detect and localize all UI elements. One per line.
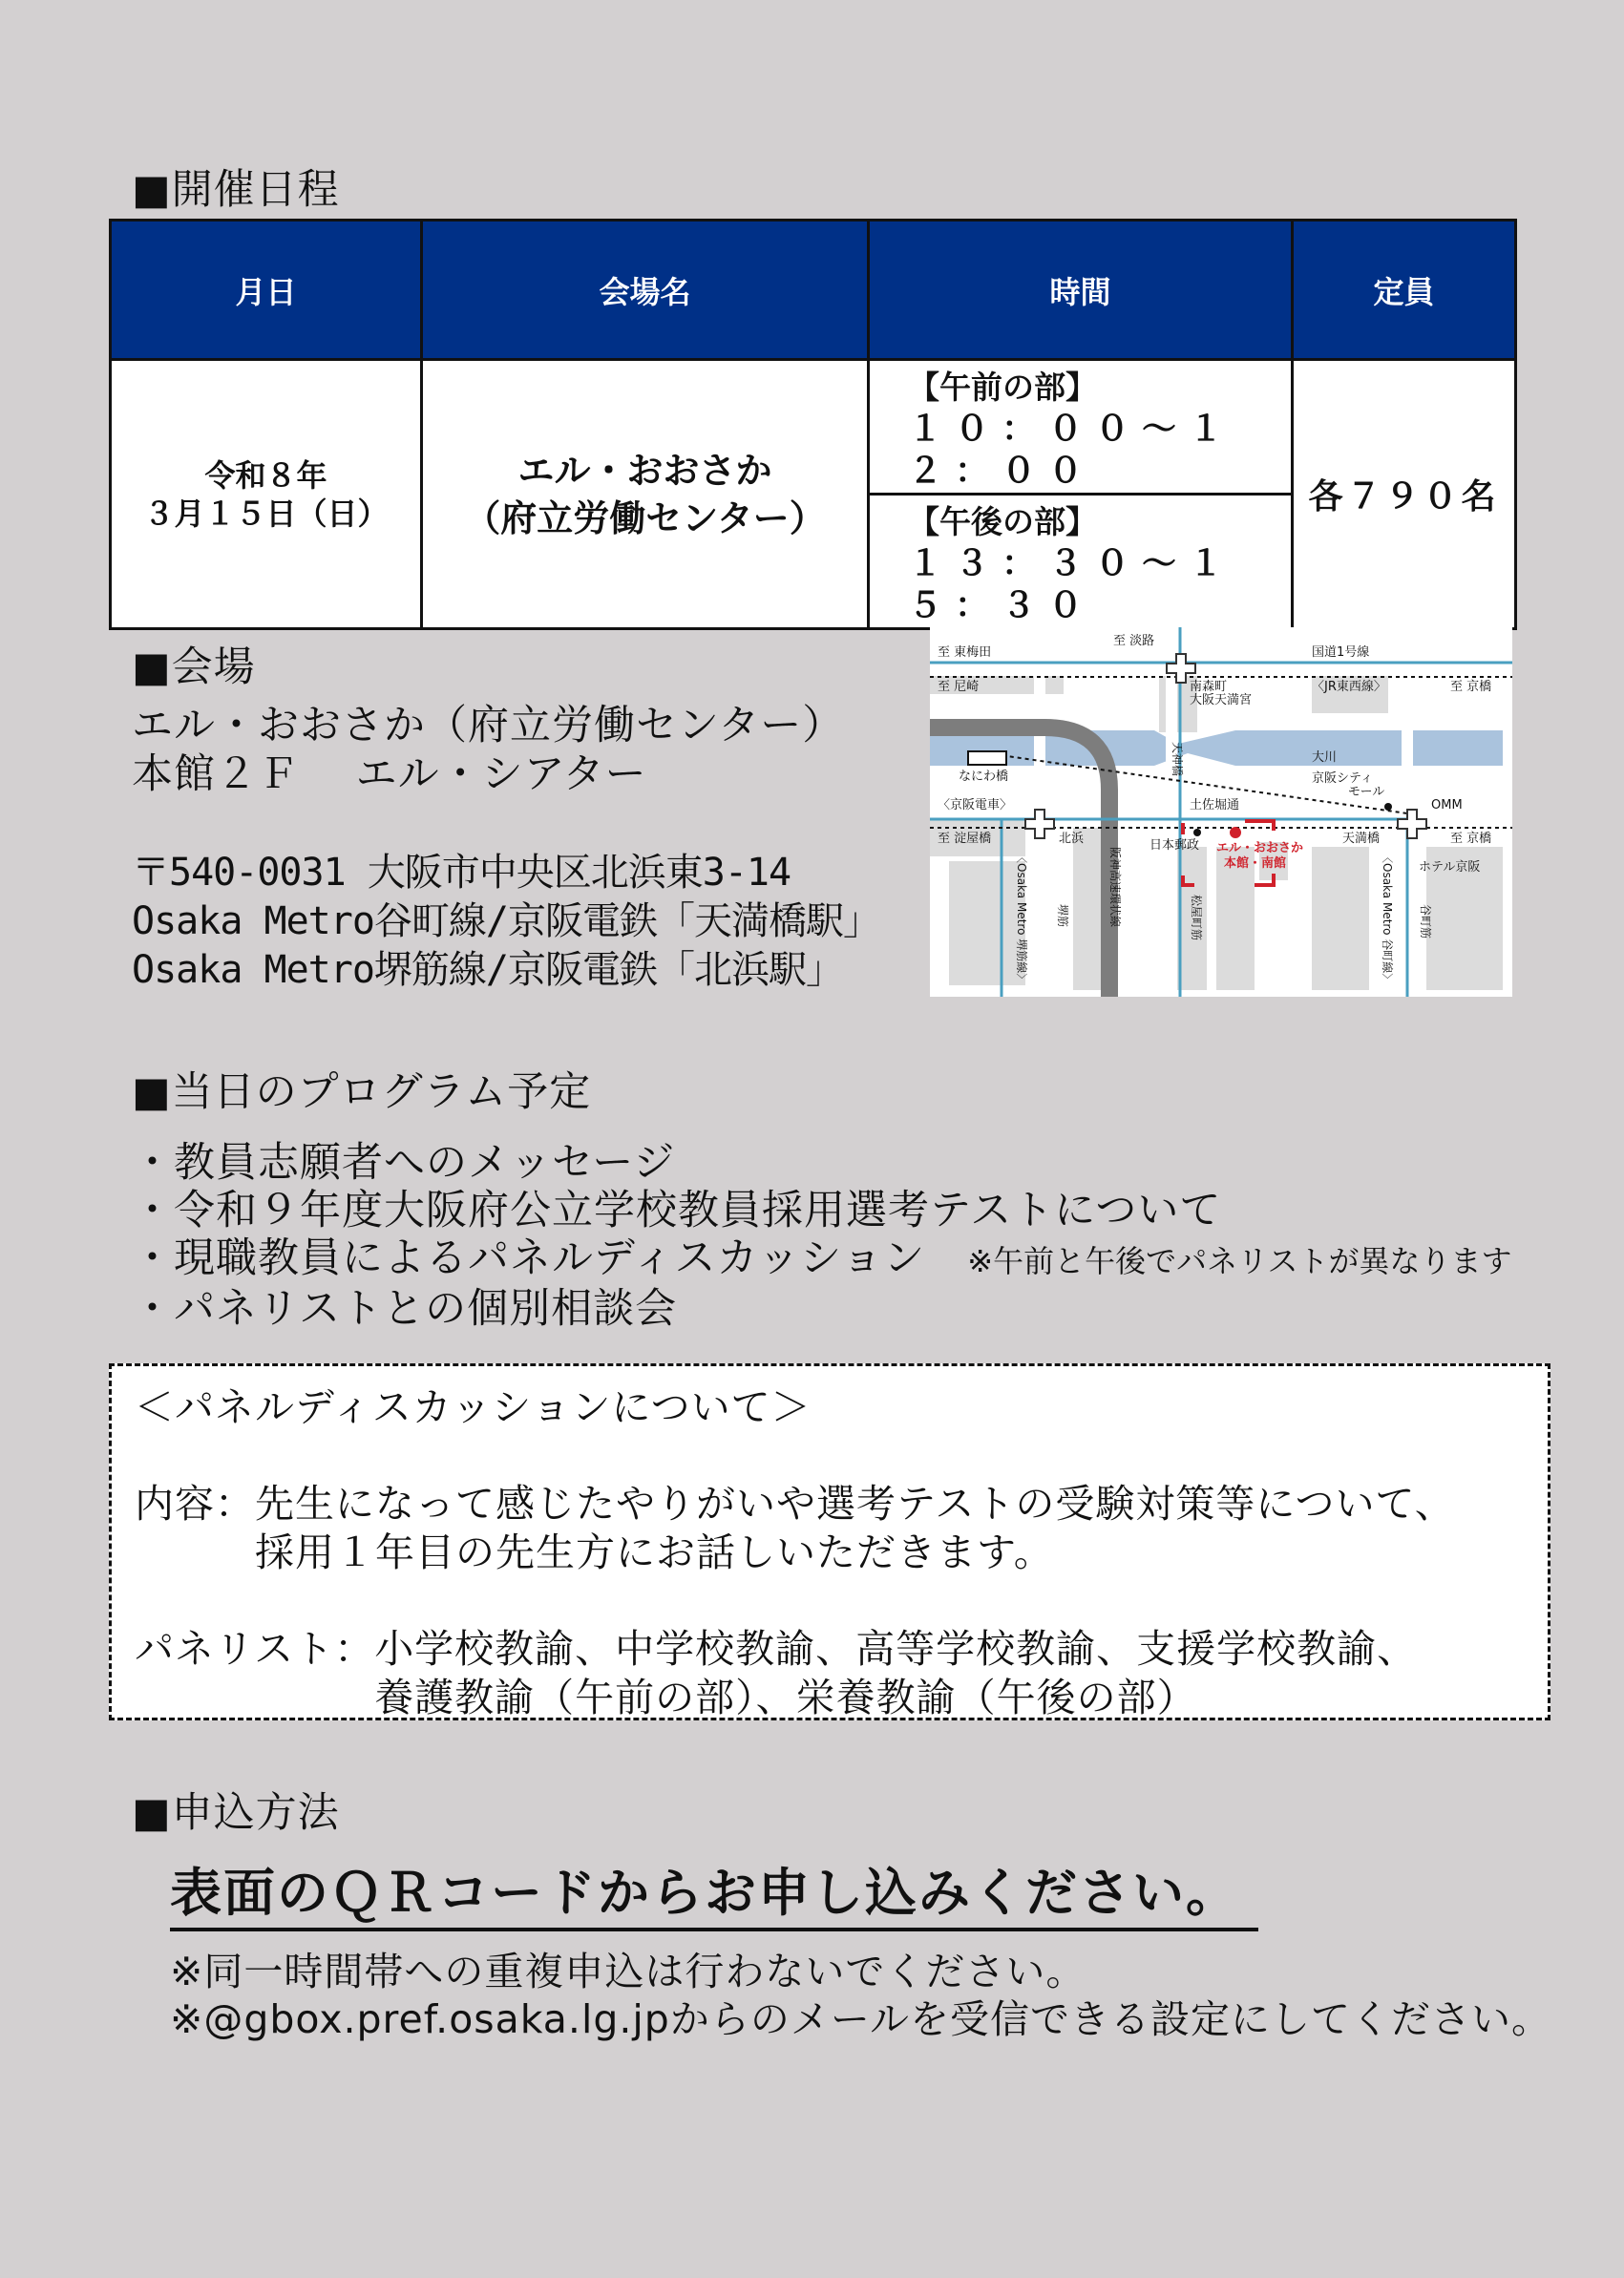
venue-line2: （府立労働センター） — [464, 496, 826, 539]
venue-access-1: Osaka Metro谷町線/京阪電鉄「天満橋駅」 — [132, 899, 880, 943]
panel-panelists — [135, 1625, 1548, 1722]
cell-time-pm — [869, 495, 1293, 629]
program-item: ・パネリストとの個別相談会 — [132, 1285, 678, 1333]
cell-venue — [422, 360, 869, 629]
cell-date — [111, 360, 422, 629]
venue-hall: 本館２Ｆ エル・シアター — [132, 750, 647, 798]
am-time: １０：００～１２：００ — [908, 410, 1236, 491]
map-label-kyobashi-city: 京阪シティ — [1312, 771, 1373, 786]
map-label-nihon-yubin: 日本郵政 — [1149, 838, 1200, 853]
header-time: 時間 — [869, 221, 1293, 360]
program-note: ※午前と午後でパネリストが異なります — [967, 1243, 1512, 1279]
date-line2: ３月１５日（日） — [143, 495, 389, 532]
map-label-sakaisuji: 堺筋 — [1056, 904, 1069, 928]
venue-address: 〒540-0031 大阪市中央区北浜東3-14 — [132, 851, 791, 895]
content-line2: 採用１年目の先生方にお話しいただきます。 — [255, 1529, 1054, 1575]
panelist-line2: 養護教諭（午前の部）、栄養教諭（午後の部） — [374, 1675, 1197, 1720]
header-venue: 会場名 — [422, 221, 869, 360]
map-label-okawa: 大川 — [1312, 750, 1338, 765]
map-label-kyobashi1: 至 京橋 — [1450, 680, 1492, 694]
map-label-el-osaka: エル・おおさか — [1216, 841, 1304, 855]
pm-time: １３：３０～１５：３０ — [908, 544, 1236, 625]
pm-label: 【午後の部】 — [908, 503, 1097, 540]
map-label-amagasaki: 至 尼崎 — [938, 680, 980, 694]
panel-content — [135, 1480, 1548, 1577]
map-label-metro-tanimachi: 〈Osaka Metro 谷町線〉 — [1381, 852, 1394, 985]
apply-note-2: ※@gbox.pref.osaka.lg.jpからのメールを受信できる設定にしてください。 — [170, 1996, 1552, 2042]
schedule-heading: ■開催日程 — [132, 166, 340, 214]
map-label-higashiumeda: 至 東梅田 — [938, 645, 992, 660]
program-item-text: ・現職教員によるパネルディスカッション — [132, 1234, 926, 1282]
cell-time-am — [869, 360, 1293, 495]
map-label-matsuyamachi: 松屋町筋 — [1190, 895, 1203, 941]
am-label: 【午前の部】 — [908, 369, 1097, 406]
map-label-keihan: 〈京阪電車〉 — [938, 798, 1013, 812]
program-heading: ■当日のプログラム予定 — [132, 1068, 592, 1116]
venue-info — [132, 702, 880, 995]
content-line1: 先生になって感じたやりがいや選考テストの受験対策等について、 — [255, 1481, 1455, 1527]
venue-map — [930, 627, 1512, 997]
venue-access-2: Osaka Metro堺筋線/京阪電鉄「北浜駅」 — [132, 948, 843, 992]
map-label-kyobashi2: 至 京橋 — [1450, 832, 1492, 846]
apply-main-text: 表面のＱＲコードからお申し込みください。 — [170, 1852, 1258, 1931]
program-item: ・令和９年度大阪府公立学校教員採用選考テストについて — [132, 1187, 1222, 1234]
schedule-row — [111, 360, 1516, 495]
venue-heading: ■会場 — [132, 643, 256, 691]
map-label-omm: OMM — [1431, 798, 1463, 812]
map-label-tenmangu: 大阪天満宮 — [1190, 693, 1253, 707]
program-item: ・教員志願者へのメッセージ — [132, 1139, 676, 1187]
map-label-mall: モール — [1348, 785, 1385, 799]
map-label-tenjinbashi: 天神橋 — [1171, 742, 1184, 777]
program-item — [132, 1234, 1511, 1285]
map-label-hotel: ホテル京阪 — [1419, 860, 1481, 875]
panel-title: ＜パネルディスカッションについて＞ — [135, 1384, 812, 1430]
date-line1: 令和８年 — [204, 456, 327, 494]
schedule-header-row — [111, 221, 1516, 360]
schedule-table — [109, 219, 1517, 630]
apply-notes — [170, 1948, 1551, 2043]
panel-discussion-box — [109, 1363, 1550, 1720]
venue-name: エル・おおさか（府立労働センター） — [132, 702, 845, 749]
map-label-naniwabashi: なにわ橋 — [959, 770, 1009, 784]
panelist-label: パネリスト： — [135, 1626, 375, 1672]
header-date: 月日 — [111, 221, 422, 360]
apply-heading: ■申込方法 — [132, 1789, 340, 1837]
map-label-minamimorimachi: 南森町 — [1190, 680, 1228, 694]
map-label-awaji: 至 淡路 — [1113, 634, 1155, 648]
panelist-line1: 小学校教諭、中学校教諭、高等学校教諭、支援学校教諭、 — [374, 1626, 1418, 1672]
map-label-jr-tozai: 〈JR東西線〉 — [1312, 680, 1386, 694]
venue-line1: エル・おおさか — [517, 449, 772, 492]
apply-note-1: ※同一時間帯への重複申込は行わないでください。 — [170, 1949, 1086, 1994]
program-list — [132, 1139, 1511, 1333]
map-label-yodoyabashi: 至 淀屋橋 — [938, 832, 992, 846]
content-label: 内容： — [135, 1481, 255, 1527]
map-label-kitahama: 北浜 — [1059, 832, 1085, 846]
map-label-kokudo1: 国道1号線 — [1312, 645, 1370, 660]
map-label-honkan: 本館・南館 — [1224, 856, 1287, 871]
cell-capacity: 各７９０名 — [1293, 360, 1516, 629]
map-label-metro-sakaisuji: 〈Osaka Metro 堺筋線〉 — [1015, 852, 1028, 985]
map-label-hanshin: 阪神高速環状線 — [1108, 847, 1122, 928]
map-label-tanimachisuji: 谷町筋 — [1419, 904, 1432, 939]
header-capacity: 定員 — [1293, 221, 1516, 360]
map-label-tenmabashi: 天満橋 — [1342, 832, 1381, 846]
map-label-tosabori: 土佐堀通 — [1190, 798, 1240, 812]
